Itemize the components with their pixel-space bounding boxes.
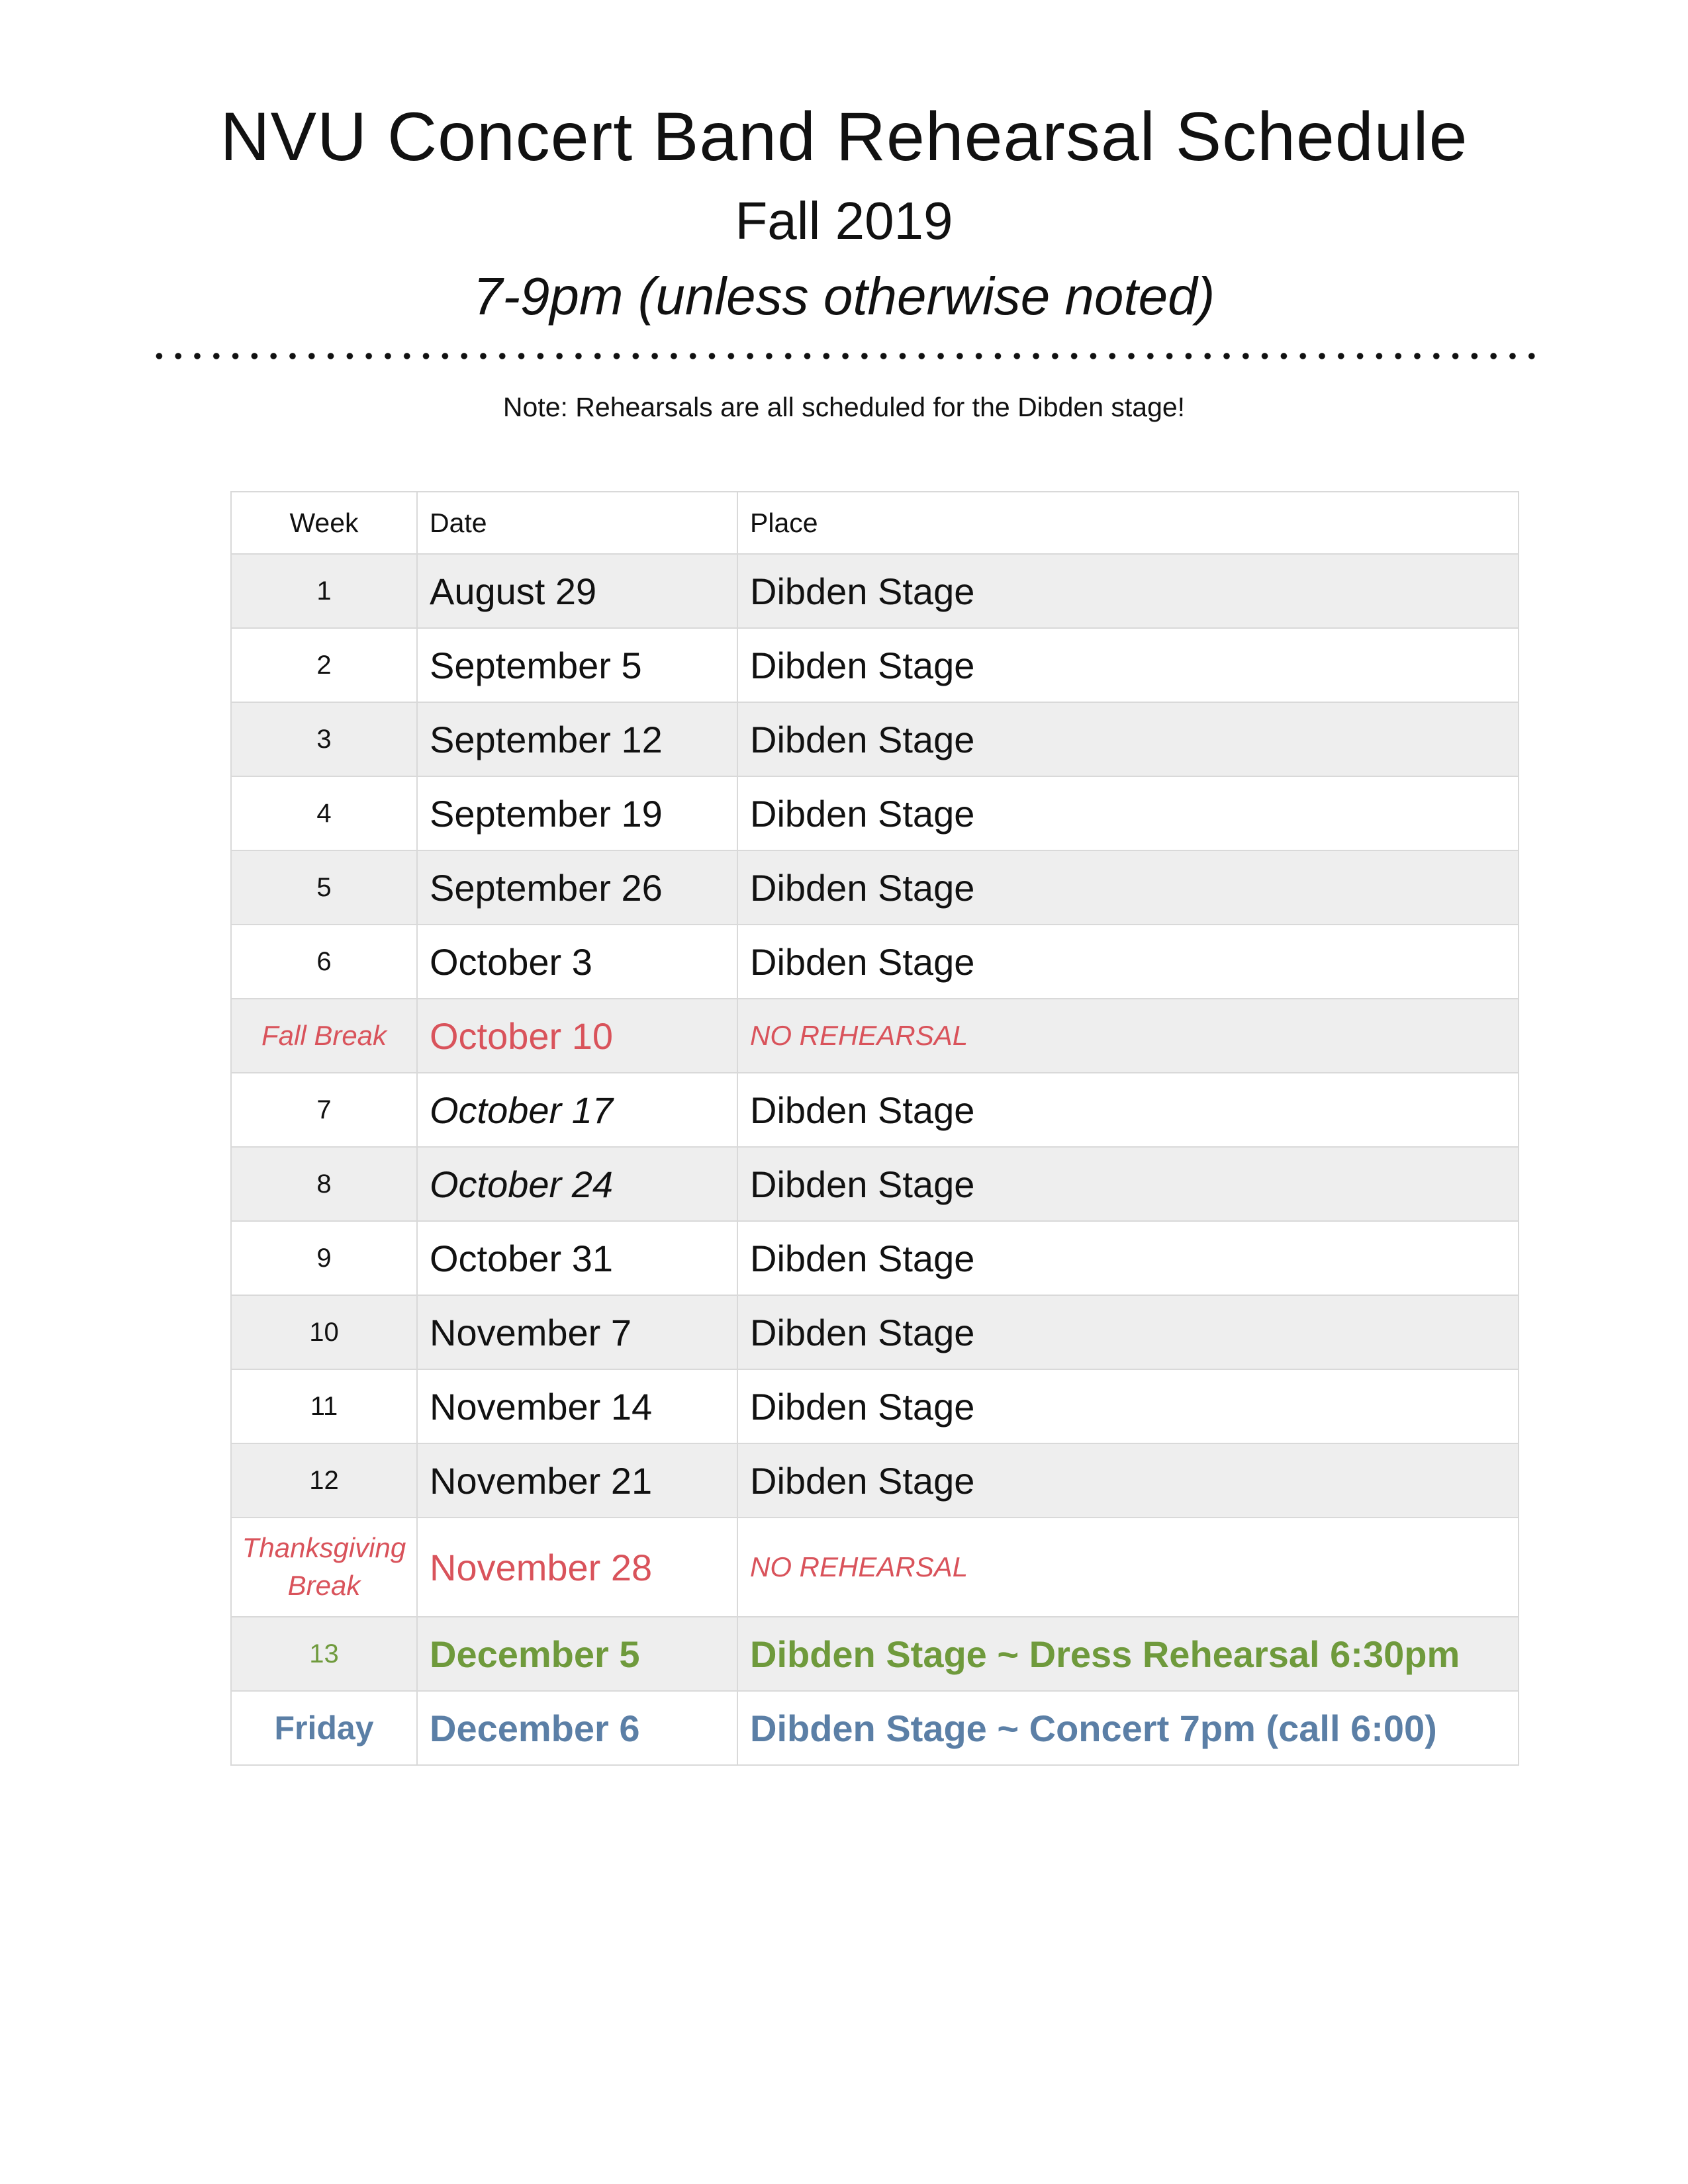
week-cell: Friday <box>231 1691 417 1765</box>
place-cell: NO REHEARSAL <box>737 1518 1519 1617</box>
table-row <box>231 1073 1519 1147</box>
date-cell: October 3 <box>417 925 737 999</box>
week-cell: 5 <box>231 850 417 925</box>
week-cell: 7 <box>231 1073 417 1147</box>
week-cell: 11 <box>231 1369 417 1443</box>
place-cell: Dibden Stage <box>737 1443 1519 1518</box>
place-cell: NO REHEARSAL <box>737 999 1519 1073</box>
column-header-place: Place <box>737 492 1519 554</box>
week-cell: 6 <box>231 925 417 999</box>
date-cell: December 6 <box>417 1691 737 1765</box>
date-cell: September 26 <box>417 850 737 925</box>
week-cell: Fall Break <box>231 999 417 1073</box>
place-cell: Dibden Stage <box>737 1073 1519 1147</box>
table-row <box>231 702 1519 776</box>
date-cell: October 17 <box>417 1073 737 1147</box>
date-cell: November 7 <box>417 1295 737 1369</box>
dotted-divider <box>150 351 1544 361</box>
week-cell: 4 <box>231 776 417 850</box>
rehearsal-hours: 7-9pm (unless otherwise noted) <box>473 267 1215 326</box>
place-cell: Dibden Stage <box>737 1295 1519 1369</box>
page-title: NVU Concert Band Rehearsal Schedule <box>220 99 1468 175</box>
place-cell: Dibden Stage ~ Dress Rehearsal 6:30pm <box>737 1617 1519 1691</box>
column-header-week: Week <box>231 492 417 554</box>
date-cell: September 5 <box>417 628 737 702</box>
semester-subtitle: Fall 2019 <box>735 191 953 250</box>
place-cell: Dibden Stage <box>737 702 1519 776</box>
table-row <box>231 1443 1519 1518</box>
table-row <box>231 925 1519 999</box>
week-cell: 3 <box>231 702 417 776</box>
date-cell: November 21 <box>417 1443 737 1518</box>
date-cell: August 29 <box>417 554 737 628</box>
date-cell: September 12 <box>417 702 737 776</box>
place-cell: Dibden Stage ~ Concert 7pm (call 6:00) <box>737 1691 1519 1765</box>
place-cell: Dibden Stage <box>737 628 1519 702</box>
week-cell: Thanksgiving Break <box>231 1518 417 1617</box>
table-header-row <box>231 492 1519 554</box>
place-cell: Dibden Stage <box>737 1147 1519 1221</box>
table-row <box>231 1221 1519 1295</box>
date-cell: December 5 <box>417 1617 737 1691</box>
table-row <box>231 776 1519 850</box>
date-cell: September 19 <box>417 776 737 850</box>
week-cell: 9 <box>231 1221 417 1295</box>
column-header-date: Date <box>417 492 737 554</box>
week-cell: 10 <box>231 1295 417 1369</box>
table-row-thanksgiving-break <box>231 1518 1519 1617</box>
date-cell: October 24 <box>417 1147 737 1221</box>
place-cell: Dibden Stage <box>737 1369 1519 1443</box>
date-cell: November 28 <box>417 1518 737 1617</box>
date-cell: October 10 <box>417 999 737 1073</box>
schedule-table <box>230 491 1519 1766</box>
place-cell: Dibden Stage <box>737 776 1519 850</box>
place-cell: Dibden Stage <box>737 850 1519 925</box>
place-cell: Dibden Stage <box>737 925 1519 999</box>
table-row <box>231 1295 1519 1369</box>
table-row-concert <box>231 1691 1519 1765</box>
location-note: Note: Rehearsals are all scheduled for the Dibden stage! <box>502 392 1186 422</box>
place-cell: Dibden Stage <box>737 1221 1519 1295</box>
table-row <box>231 1147 1519 1221</box>
place-cell: Dibden Stage <box>737 554 1519 628</box>
table-row <box>231 628 1519 702</box>
table-row <box>231 1369 1519 1443</box>
week-cell: 2 <box>231 628 417 702</box>
table-row-dress-rehearsal <box>231 1617 1519 1691</box>
week-cell: 13 <box>231 1617 417 1691</box>
date-cell: November 14 <box>417 1369 737 1443</box>
date-cell: October 31 <box>417 1221 737 1295</box>
week-cell: 1 <box>231 554 417 628</box>
table-row <box>231 554 1519 628</box>
week-cell: 12 <box>231 1443 417 1518</box>
table-row <box>231 850 1519 925</box>
table-row-fall-break <box>231 999 1519 1073</box>
week-cell: 8 <box>231 1147 417 1221</box>
